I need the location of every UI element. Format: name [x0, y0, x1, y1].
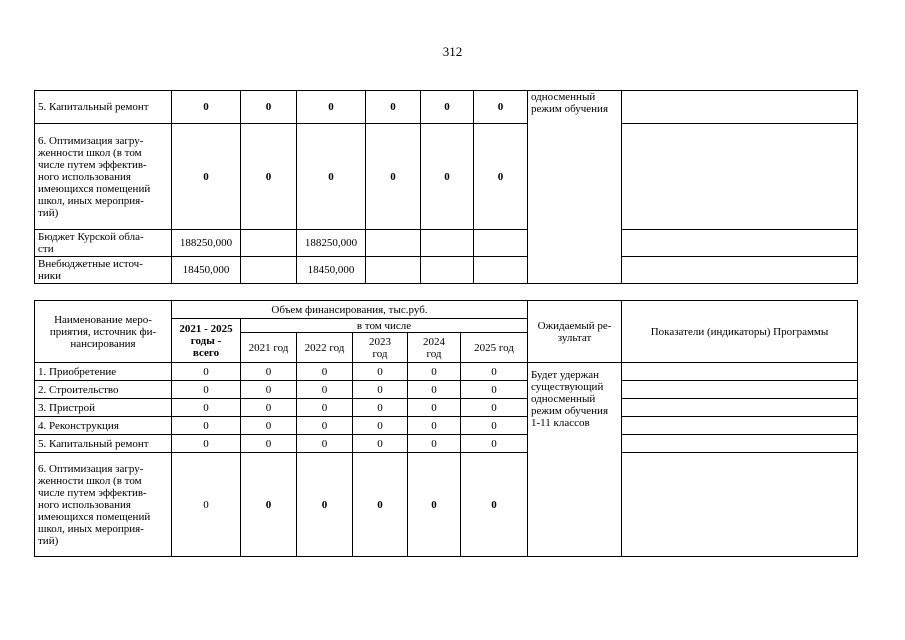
- header-year-2023: 2023 год: [353, 333, 408, 363]
- row-label: 6. Оптимизация загру- женности школ (в том числе путем эффектив- ного использования имеющихся помещений школ, иных мероприя- тий): [35, 124, 172, 230]
- indicator-cell: [622, 124, 858, 230]
- cell-2021: 0: [241, 363, 297, 381]
- row-label: Внебюджетные источ- ники: [35, 257, 172, 284]
- cell-2022: 188250,000: [297, 230, 366, 257]
- cell-2022: 0: [297, 381, 353, 399]
- cell-2022: 0: [297, 363, 353, 381]
- cell-2021: 0: [241, 381, 297, 399]
- cell-2021: [241, 257, 297, 284]
- cell-2021: [241, 230, 297, 257]
- cell-2023: 0: [353, 453, 408, 557]
- cell-2024: [421, 257, 474, 284]
- table-funding: [34, 300, 858, 557]
- table-row: [35, 381, 858, 399]
- table-row: [35, 363, 858, 381]
- table-row: [35, 124, 858, 230]
- expected-result: односменный режим обучения: [528, 91, 622, 284]
- cell-2022: 18450,000: [297, 257, 366, 284]
- cell-2021: 0: [241, 417, 297, 435]
- indicator-cell: [622, 91, 858, 124]
- cell-total: 0: [172, 363, 241, 381]
- header-indicators: Показатели (индикаторы) Программы: [622, 301, 858, 363]
- indicator-cell: [622, 399, 858, 417]
- indicator-cell: [622, 453, 858, 557]
- cell-total: 0: [172, 91, 241, 124]
- cell-2023: 0: [366, 91, 421, 124]
- cell-2021: 0: [241, 435, 297, 453]
- cell-2024: [421, 230, 474, 257]
- cell-total: 0: [172, 381, 241, 399]
- cell-2023: 0: [353, 363, 408, 381]
- indicator-cell: [622, 230, 858, 257]
- cell-total: 188250,000: [172, 230, 241, 257]
- row-label: 3. Пристрой: [35, 399, 172, 417]
- cell-2025: 0: [461, 453, 528, 557]
- cell-2022: 0: [297, 417, 353, 435]
- cell-total: 0: [172, 453, 241, 557]
- row-label: 2. Строительство: [35, 381, 172, 399]
- cell-total: 0: [172, 124, 241, 230]
- cell-2023: 0: [366, 124, 421, 230]
- cell-2025: 0: [474, 124, 528, 230]
- table-row: [35, 230, 858, 257]
- cell-2024: 0: [421, 124, 474, 230]
- header-row: [35, 301, 858, 319]
- header-year-2024: 2024 год: [408, 333, 461, 363]
- row-label: 5. Капитальный ремонт: [35, 91, 172, 124]
- table-row: [35, 91, 858, 124]
- cell-2023: [366, 230, 421, 257]
- cell-2021: 0: [241, 453, 297, 557]
- cell-2025: [474, 230, 528, 257]
- cell-2022: 0: [297, 399, 353, 417]
- row-label: 5. Капитальный ремонт: [35, 435, 172, 453]
- cell-2024: 0: [408, 453, 461, 557]
- table-row: [35, 257, 858, 284]
- cell-2025: 0: [474, 91, 528, 124]
- cell-2025: [474, 257, 528, 284]
- cell-total: 18450,000: [172, 257, 241, 284]
- header-year-2021: 2021 год: [241, 333, 297, 363]
- cell-2024: 0: [408, 399, 461, 417]
- indicator-cell: [622, 381, 858, 399]
- cell-2024: 0: [408, 381, 461, 399]
- header-year-2025: 2025 год: [461, 333, 528, 363]
- cell-2023: [366, 257, 421, 284]
- header-name-column: Наименование меро- приятия, источник фи- нансирования: [35, 301, 172, 363]
- cell-2022: 0: [297, 453, 353, 557]
- cell-2024: 0: [408, 417, 461, 435]
- header-year-2022: 2022 год: [297, 333, 353, 363]
- table-row: [35, 399, 858, 417]
- row-label: Бюджет Курской обла- сти: [35, 230, 172, 257]
- row-label: 1. Приобретение: [35, 363, 172, 381]
- page-number: 312: [442, 44, 463, 59]
- indicator-cell: [622, 417, 858, 435]
- cell-2021: 0: [241, 91, 297, 124]
- table-row: [35, 453, 858, 557]
- header-funding: Объем финансирования, тыс.руб.: [172, 301, 528, 319]
- cell-2022: 0: [297, 124, 366, 230]
- cell-2024: 0: [408, 363, 461, 381]
- header-including: в том числе: [241, 319, 528, 333]
- row-label: 6. Оптимизация загру- женности школ (в том числе путем эффектив- ного использования имеющихся помещений школ, иных мероприя- тий): [35, 453, 172, 557]
- cell-2023: 0: [353, 381, 408, 399]
- indicator-cell: [622, 363, 858, 381]
- indicator-cell: [622, 257, 858, 284]
- cell-total: 0: [172, 435, 241, 453]
- cell-2023: 0: [353, 435, 408, 453]
- table-continuation: [34, 90, 858, 284]
- header-expected-result: Ожидаемый ре- зультат: [528, 301, 622, 363]
- cell-total: 0: [172, 417, 241, 435]
- header-total: 2021 - 2025 годы - всего: [172, 319, 241, 363]
- cell-2022: 0: [297, 435, 353, 453]
- expected-result: Будет удержан существующий односменный режим обучения 1-11 классов: [528, 363, 622, 557]
- cell-2025: 0: [461, 417, 528, 435]
- row-label: 4. Реконструкция: [35, 417, 172, 435]
- cell-2025: 0: [461, 399, 528, 417]
- cell-2025: 0: [461, 363, 528, 381]
- cell-2022: 0: [297, 91, 366, 124]
- cell-2024: 0: [408, 435, 461, 453]
- indicator-cell: [622, 435, 858, 453]
- cell-2023: 0: [353, 399, 408, 417]
- cell-total: 0: [172, 399, 241, 417]
- cell-2021: 0: [241, 124, 297, 230]
- cell-2024: 0: [421, 91, 474, 124]
- table-row: [35, 435, 858, 453]
- cell-2021: 0: [241, 399, 297, 417]
- cell-2025: 0: [461, 381, 528, 399]
- cell-2025: 0: [461, 435, 528, 453]
- cell-2023: 0: [353, 417, 408, 435]
- table-row: [35, 417, 858, 435]
